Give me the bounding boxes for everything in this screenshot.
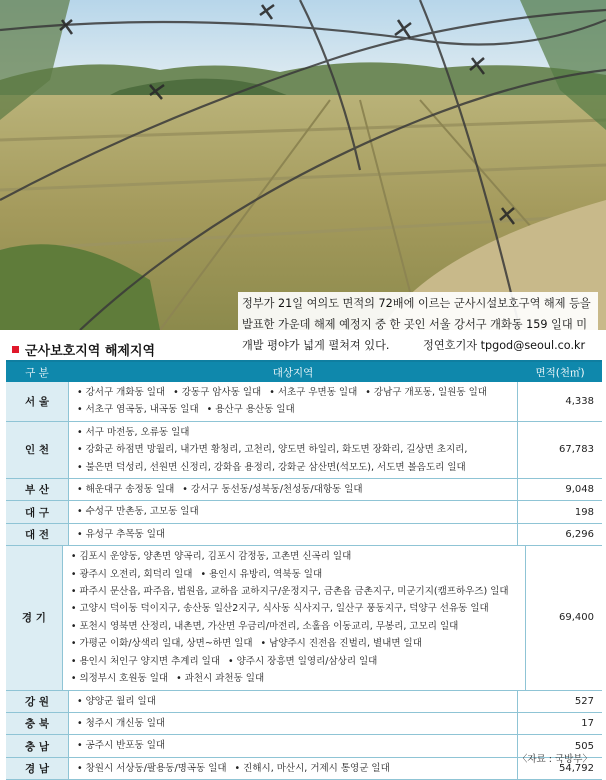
bullet-icon: • (77, 444, 86, 456)
bullet-icon: • (182, 484, 191, 496)
area-item (71, 653, 220, 670)
areas-cell (68, 422, 518, 478)
area-item (71, 600, 489, 617)
bullet-icon: • (365, 387, 374, 398)
header-region: 구 분 (25, 366, 49, 379)
table-row (6, 382, 602, 422)
table-row (6, 524, 602, 546)
area-item (207, 401, 295, 418)
bullet-icon: • (70, 673, 80, 685)
area-line (77, 526, 509, 543)
table-row (6, 735, 602, 757)
area-line (71, 670, 517, 687)
photo-caption (238, 292, 598, 357)
region-cell: 인 천 (6, 422, 68, 478)
area-line (77, 503, 509, 520)
size-cell: 67,783 (559, 444, 594, 456)
table-row (6, 501, 602, 523)
size-cell: 6,296 (565, 529, 594, 541)
area-text: 용인시 처인구 양지면 추계리 일대 (79, 655, 220, 667)
area-text: 포천시 영북면 산정리, 내촌면, 가산면 우금리/마전리, 소홀읍 이동교리, 무봉리, 고모리 일대 (79, 620, 459, 632)
area-item (77, 481, 174, 498)
area-item (77, 384, 165, 401)
area-line (71, 566, 517, 583)
size-cell: 4,338 (565, 395, 594, 407)
area-item (228, 653, 377, 670)
caption-text: 정부가 21일 여의도 면적의 72배에 이르는 군사시설보호구역 해제 등을 발표한 가운데 해제 예정지 중 한 곳인 서울 강서구 개화동 159 일대 미개발 평야가 넓게 펼쳐져 있다. (242, 297, 591, 352)
bullet-icon: • (234, 762, 244, 774)
region-cell: 경 기 (6, 546, 62, 689)
region-cell: 경 남 (6, 758, 68, 779)
bullet-icon: • (70, 568, 80, 580)
areas-cell (68, 735, 518, 756)
bullet-icon: • (70, 620, 80, 632)
bullet-icon: • (77, 426, 86, 438)
area-text: 가평군 이화/상색리 일대, 상면~하면 일대 (79, 638, 253, 650)
area-text: 용산구 용산동 일대 (215, 404, 295, 416)
area-text: 수성구 만촌동, 고모동 일대 (85, 506, 199, 518)
area-item (77, 693, 156, 710)
area-item (200, 566, 322, 583)
section-title-text: 군사보호지역 해제지역 (25, 344, 156, 359)
bullet-icon: • (269, 387, 278, 398)
area-item (71, 583, 509, 600)
table-row (6, 758, 602, 780)
size-cell: 54,792 (559, 762, 594, 774)
area-text: 용인시 유방리, 역북동 일대 (209, 568, 323, 580)
area-text: 양주시 장흥면 일영리/삼상리 일대 (236, 655, 378, 667)
area-line (77, 737, 509, 754)
areas-cell (62, 546, 526, 689)
area-text: 강남구 개포동, 일원동 일대 (373, 387, 487, 398)
bullet-icon: • (77, 762, 86, 774)
bullet-icon: • (70, 638, 80, 650)
area-item (235, 760, 390, 777)
bullet-icon: • (77, 404, 86, 416)
table-row (6, 691, 602, 713)
area-text: 서초구 염곡동, 내곡동 일대 (85, 404, 199, 416)
bullet-icon: • (173, 387, 182, 398)
header-size: 면적(천㎡) (535, 366, 585, 379)
size-cell: 9,048 (565, 484, 594, 496)
area-item (176, 670, 264, 687)
area-text: 광주시 오전리, 회덕리 일대 (79, 568, 193, 580)
release-area-table (6, 360, 602, 780)
bullet-icon: • (70, 586, 80, 598)
area-item (77, 424, 189, 441)
size-cell: 69,400 (559, 612, 594, 624)
region-cell: 대 구 (6, 501, 68, 522)
area-line (77, 760, 509, 777)
bullet-icon: • (77, 461, 86, 473)
size-cell: 505 (574, 740, 594, 752)
area-item (71, 618, 459, 635)
header-areas: 대상지역 (272, 366, 314, 379)
area-item (77, 503, 199, 520)
table-row (6, 713, 602, 735)
area-text: 해운대구 송정동 일대 (85, 484, 175, 496)
bullet-icon: • (77, 506, 86, 518)
table-row (6, 546, 602, 690)
region-cell: 서 울 (6, 382, 68, 421)
bullet-icon: • (77, 717, 86, 729)
area-text: 강화군 하점면 망월리, 내가면 황청리, 고천리, 양도면 하일리, 화도면 장화리, 길상면 초지리, (85, 444, 468, 456)
bullet-icon: • (200, 568, 210, 580)
bullet-icon: • (70, 551, 80, 563)
areas-cell (68, 382, 518, 421)
table-body (6, 382, 602, 780)
bullet-icon: • (228, 655, 237, 667)
photo-barbed-wire-field (0, 0, 606, 330)
area-text: 강서구 개화동 일대 (85, 387, 166, 398)
area-line (71, 548, 517, 565)
bullet-icon: • (77, 484, 86, 496)
photo-illustration (0, 0, 606, 330)
area-item (77, 760, 227, 777)
areas-cell (68, 501, 518, 522)
table-row (6, 479, 602, 501)
areas-cell (68, 479, 518, 500)
areas-cell (68, 758, 518, 779)
size-cell: 527 (574, 695, 594, 707)
area-line (77, 459, 509, 476)
size-cell: 198 (574, 506, 594, 518)
area-text: 서초구 우면동 일대 (277, 387, 358, 398)
area-text: 유성구 추목동 일대 (85, 528, 166, 540)
area-line (77, 715, 509, 732)
area-item (71, 566, 193, 583)
area-line (71, 653, 517, 670)
area-item (261, 635, 422, 652)
area-text: 불은면 덕성리, 선원면 신정리, 강화읍 용정리, 강화군 삼산면(석모도), 서도면 볼음도리 일대 (85, 461, 466, 473)
area-text: 남양주시 진전읍 진벌리, 별내면 일대 (269, 638, 422, 650)
area-line (77, 693, 509, 710)
bullet-icon: • (176, 673, 185, 685)
region-cell: 부 산 (6, 479, 68, 500)
area-text: 진해시, 마산시, 거제시 통영군 일대 (243, 762, 390, 774)
areas-cell (68, 524, 518, 545)
region-cell: 대 전 (6, 524, 68, 545)
bullet-icon: • (70, 603, 80, 615)
area-line (71, 635, 517, 652)
area-line (77, 481, 509, 498)
area-item (77, 441, 467, 458)
area-item (77, 715, 165, 732)
area-text: 공주시 반포동 일대 (85, 740, 166, 752)
area-item (71, 635, 253, 652)
bullet-icon: • (77, 695, 86, 707)
area-text: 청주시 개신동 일대 (85, 717, 166, 729)
bullet-icon: • (260, 638, 270, 650)
size-cell: 17 (581, 718, 594, 730)
area-line (71, 600, 517, 617)
region-cell: 강 원 (6, 691, 68, 712)
table-header (6, 362, 602, 382)
area-item (77, 459, 466, 476)
bullet-icon: • (70, 655, 80, 667)
bullet-icon: • (77, 528, 86, 540)
source-note: 〈자료 : 국방부〉 (517, 754, 592, 765)
area-item (77, 737, 165, 754)
area-item (71, 670, 168, 687)
area-item (71, 548, 351, 565)
region-cell: 충 남 (6, 735, 68, 756)
area-item (77, 401, 199, 418)
photo-credit: 정연호기자 tpgod@seoul.co.kr (423, 339, 586, 352)
area-text: 양양군 월리 일대 (85, 695, 156, 707)
bullet-icon: • (77, 740, 86, 752)
area-item (173, 384, 261, 401)
area-item (182, 481, 362, 498)
area-line (77, 441, 509, 458)
area-line (77, 384, 509, 401)
area-item (269, 384, 357, 401)
red-square-bullet-icon (12, 346, 19, 353)
area-text: 의정부시 호원동 일대 (79, 673, 169, 685)
section-title (12, 340, 155, 359)
area-line (71, 618, 517, 635)
area-line (77, 424, 509, 441)
areas-cell (68, 691, 518, 712)
bullet-icon: • (206, 404, 216, 416)
area-text: 창원시 서상동/팔용동/명곡동 일대 (85, 762, 227, 774)
area-text: 강서구 동선동/성북동/천성동/대항동 일대 (190, 484, 363, 496)
bullet-icon: • (77, 387, 86, 398)
region-cell: 충 북 (6, 713, 68, 734)
area-text: 과천시 과천동 일대 (184, 673, 265, 685)
area-text: 고양시 덕이동 덕이지구, 송산동 일산2지구, 식사동 식사지구, 일산구 풍동지구, 덕양구 선유동 일대 (79, 603, 489, 615)
area-text: 서구 마전동, 오류동 일대 (85, 426, 190, 438)
area-text: 파주시 문산읍, 파주읍, 법원읍, 교하읍 교하지구/운정지구, 금촌읍 금촌지구, 미군기지(캠프하우즈) 일대 (79, 586, 509, 598)
table-row (6, 422, 602, 479)
area-item (77, 526, 165, 543)
area-item (365, 384, 487, 401)
area-text: 강동구 암사동 일대 (181, 387, 262, 398)
area-text: 김포시 운양동, 양촌면 양곡리, 김포시 감정동, 고촌면 신곡리 일대 (79, 551, 352, 563)
area-line (71, 583, 517, 600)
areas-cell (68, 713, 518, 734)
area-line (77, 401, 509, 418)
